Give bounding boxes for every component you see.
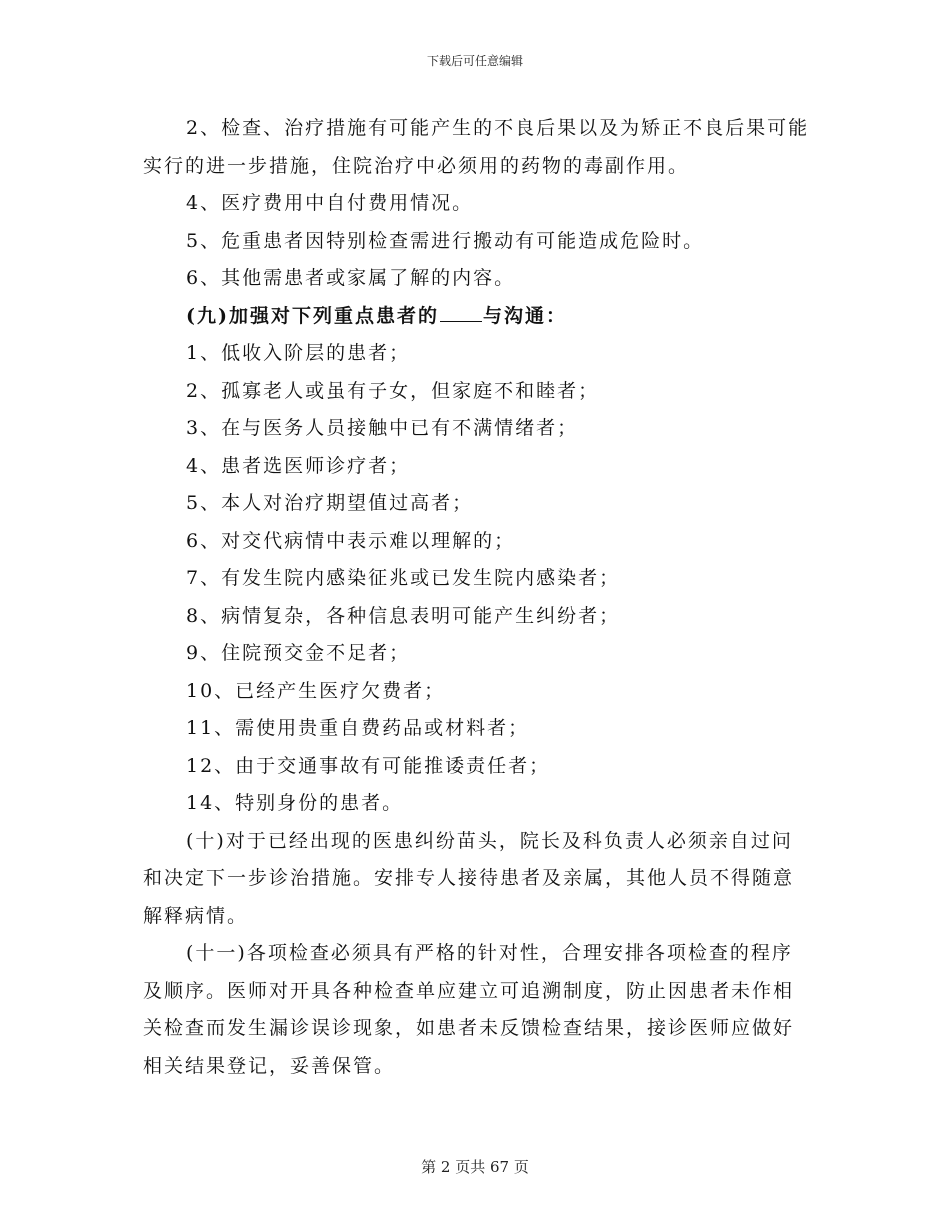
paragraph-item-4: 4、医疗费用中自付费用情况。 <box>186 192 474 214</box>
paragraph-item-5: 5、危重患者因特别检查需进行搬动有可能造成危险时。 <box>186 229 705 252</box>
paragraph-item-6: 6、其他需患者或家属了解的内容。 <box>186 267 516 289</box>
section-heading-9-before: (九)加强对下列重点患者的 <box>186 304 439 327</box>
list-item: 8、病情复杂，各种信息表明可能产生纠纷者； <box>186 604 621 627</box>
list-item: 2、孤寡老人或虽有子女，但家庭不和睦者； <box>186 379 600 402</box>
list-item: 5、本人对治疗期望值过高者； <box>186 492 474 514</box>
list-item: 3、在与医务人员接触中已有不满情绪者； <box>186 417 579 439</box>
section-heading-9-after: 与沟通： <box>482 304 567 327</box>
list-item: 12、由于交通事故有可能推诿责任者； <box>186 754 551 777</box>
document-body <box>143 110 811 1085</box>
list-item: 14、特别身份的患者。 <box>186 792 404 814</box>
section-paragraph-11: (十一)各项检查必须具有严格的针对性，合理安排各项检查的程序及顺序。医师对开具各种检查单应建立可追溯制度，防止因患者未作相关检查而发生漏诊误诊现象，如患者未反馈检查结果，接诊医师应做好相关结果登记，妥善保管。 <box>143 942 795 1077</box>
page-header-note: 下载后可任意编辑 <box>426 54 523 68</box>
list-item: 4、患者选医师诊疗者； <box>186 454 411 477</box>
fill-in-blank <box>440 303 482 322</box>
section-heading-9 <box>143 298 811 336</box>
list-item: 11、需使用贵重自费药品或材料者； <box>186 717 530 739</box>
list-item: 7、有发生院内感染征兆或已发生院内感染者； <box>186 567 621 589</box>
list-item: 10、已经产生医疗欠费者； <box>186 679 446 702</box>
section-paragraph-10: (十)对于已经出现的医患纠纷苗头，院长及科负责人必须亲自过问和决定下一步诊治措施。安排专人接待患者及亲属，其他人员不得随意解释病情。 <box>143 829 795 927</box>
list-item: 6、对交代病情中表示难以理解的； <box>186 529 516 552</box>
list-item: 9、住院预交金不足者； <box>186 642 411 664</box>
list-item: 1、低收入阶层的患者； <box>186 342 411 364</box>
page-number-footer: 第 2 页共 67 页 <box>421 1158 529 1176</box>
paragraph-item-2: 2、检查、治疗措施有可能产生的不良后果以及为矫正不良后果可能实行的进一步措施，住院治疗中必须用的药物的毒副作用。 <box>143 117 810 177</box>
